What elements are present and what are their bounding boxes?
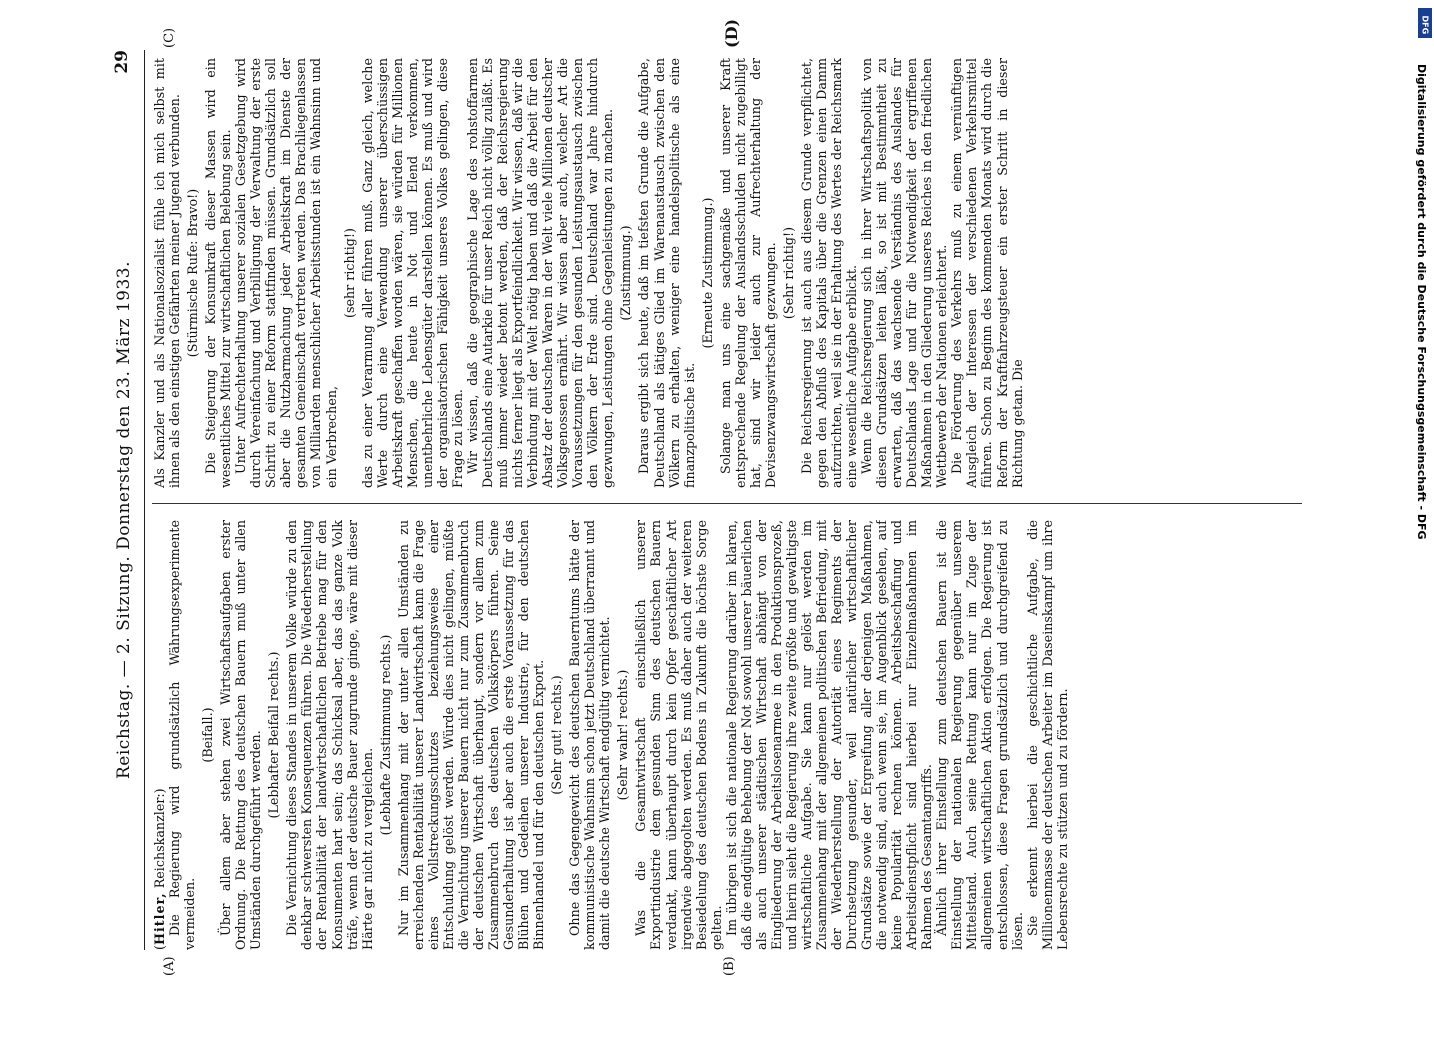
paragraph: Was die Gesamtwirtschaft einschließlich unserer Exportindustrie dem gesunden Sinn des deutschen Bauern verdankt, kann überhaupt durch kein Opfer geschäftlicher Art irgendwie abgegolten werden. Es muß daher auch der weiteren Besiedelung des deutschen Bodens in Zukunft die höchste Sorge gelten.	[633, 520, 724, 950]
text-columns	[152, 50, 1302, 950]
right-column	[152, 58, 1302, 488]
credit-text: Digitalisierung gefördert durch die Deutsche Forschungsgemeinschaft - DFG	[1415, 64, 1428, 540]
reaction: (Sehr richtig!)	[780, 226, 796, 320]
paragraph: Wir wissen, daß die geographische Lage des rohstoffarmen Deutschlands eine Autarkie für unser Reich nicht völlig zuläßt. Es muß immer wieder betont werden, daß der Reichsregierung nichts ferner liegt als Exportfeindlichkeit. Wir wissen, daß wir die Verbindung mit der Welt nötig haben und daß die Arbeit für den Absatz der deutschen Waren in der Welt viele Millionen deutscher Volksgenossen ernährt. Wir wissen aber auch, welcher Art die Voraussetzungen für den gesunden Leistungsaustausch zwischen den Völkern der Erde sind. Deutschland war Jahre hindurch gezwungen, Leistungen ohne Gegenleistungen zu machen.	[464, 58, 616, 488]
paragraph: Über allem aber stehen zwei Wirtschaftsaufgaben erster Ordnung. Die Rettung des deutschen Bauern muß unter allen Umständen durchgeführt werden.	[218, 520, 264, 950]
paragraph: Ähnlich ihrer Einstellung zum deutschen Bauern ist die Einstellung der nationalen Regierung gegenüber unserem Mittelstand. Auch seine Rettung kann nur im Zuge der allgemeinen wirtschaftlichen Aktion erfolgen. Die Regierung ist entschlossen, diese Fragen grundsätzlich und durchgreifend zu lösen.	[934, 520, 1025, 950]
speaker-role: Reichskanzler:)	[152, 788, 167, 889]
paragraph: Im übrigen ist sich die nationale Regierung darüber im klaren, daß die endgültige Behebung der Not sowohl unserer bäuerlichen als auch unserer städtischen Wirtschaft abhängt von der Eingliederung der Arbeitslosenarmee in den Produktionsprozeß, und hierin sieht die Regierung ihre zweite größte und gewaltigste wirtschaftliche Aufgabe. Sie kann nur gelöst werden im Zusammenhang mit der allgemeinen politischen Befriedung, mit der Wiederherstellung der Autorität eines Regiments der Durchsetzung gesunder, weil natürlicher wirtschaftlicher Grundsätze sowie der Ergreifung aller derjenigen Maßnahmen, die notwendig sind, auch wenn sie, im Augenblick gesehen, auf keine Popularität rechnen können. Arbeitsbeschaffung und Arbeitsdienstpflicht sind hierbei nur Einzelmaßnahmen im Rahmen des Gesamtangriffs.	[723, 520, 935, 950]
digitization-credit	[1410, 0, 1434, 1000]
speaker-name: Hitler,	[152, 892, 167, 946]
paragraph: Ohne das Gegengewicht des deutschen Bauerntums hätte der kommunistische Wahnsinn schon jetzt Deutschland überrannt und damit die deutsche Wirtschaft endgültig vernichtet.	[567, 520, 613, 950]
page-header	[110, 50, 140, 950]
reaction: (sehr richtig!)	[341, 228, 357, 318]
reaction: (Sehr gut! rechts.)	[549, 675, 565, 795]
paragraph: Sie erkennt hierbei die geschichtliche Aufgabe, die Millionenmasse der deutschen Arbeiter im Daseinskampf um ihre Lebensrechte zu stützen und zu fördern.	[1024, 520, 1070, 950]
left-column	[152, 520, 1302, 950]
reaction: (Erneute Zustimmung.)	[699, 197, 715, 349]
paragraph: Als Kanzler und als Nationalsozialist fühle ich mich selbst mit ihnen als den einstigen Gefährten meiner Jugend verbunden.	[152, 58, 183, 488]
column-divider	[152, 503, 1302, 504]
reaction: (Zustimmung.)	[618, 225, 634, 321]
paragraph: Solange man uns eine sachgemäße und unserer Kraft entsprechende Regelung der Auslandsschulden nicht zugebilligt hat, sind wir leider auch zur Aufrechterhaltung der Devisenzwangswirtschaft gezwungen.	[717, 58, 778, 488]
paragraph: Die Regierung wird grundsätzlich Währungsexperimente vermeiden.	[167, 520, 198, 950]
reaction: (Stürmische Rufe: Bravo!)	[185, 188, 201, 358]
header-rule	[144, 50, 145, 950]
dfg-logo-text: DFG	[1420, 15, 1430, 35]
paragraph: Die Steigerung der Konsumkraft dieser Massen wird ein wesentliches Mittel zur wirtschaftlichen Belebung sein.	[203, 58, 234, 488]
header-title: Reichstag. — 2. Sitzung. Donnerstag den 23. März 1933.	[114, 261, 134, 779]
paragraph: Nur im Zusammenhang mit der unter allen Umständen zu erreichenden Rentabilität unserer Landwirtschaft kann die Frage eines Vollstreckungsschutzes beziehungsweise einer Entschuldung gelöst werden. Würde dies nicht gelingen, müßte die Vernichtung unserer Bauern nicht nur zum Zusammenbruch der deutschen Wirtschaft überhaupt, sondern vor allem zum Zusammenbruch des deutschen Volkskörpers führen. Seine Gesunderhaltung ist aber auch die erste Voraussetzung für das Blühen und Gedeihen unserer Industrie, für den deutschen Binnenhandel und für den deutschen Export.	[395, 520, 547, 950]
margin-marker-a: (A)	[162, 956, 177, 976]
paragraph: Die Reichsregierung ist auch aus diesem Grunde verpflichtet, gegen den Abfluß des Kapitals über die Grenzen einen Damm aufzurichten, weil sie in der Erhaltung des Wertes der Reichsmark eine wesentliche Aufgabe erblickt.	[798, 58, 860, 488]
paragraph: Die Vernichtung dieses Standes in unserem Volke würde zu den denkbar schwersten Konsequenzen führen. Die Wiederherstellung der Rentabilität der landwirtschaftlichen Betriebe mag für den Konsumenten hart sein; das Schicksal aber, das das ganze Volk träfe, wenn der deutsche Bauer zugrunde ginge, wäre mit dieser Härte gar nicht zu vergleichen.	[284, 520, 375, 950]
paragraph: Daraus ergibt sich heute, daß im tiefsten Grunde die Aufgabe, Deutschland als tätiges Glied im Warenaustausch zwischen den Völkern zu erhalten, weniger eine handelspolitische als eine finanzpolitische ist.	[636, 58, 697, 488]
rotated-page	[110, 18, 1310, 976]
margin-marker-b: (B)	[722, 956, 737, 976]
paragraph: Die Förderung des Verkehrs muß zu einem vernünftigen Ausgleich der Interessen der verschiedenen Verkehrsmittel führen. Schon zu Beginn des kommenden Monats wird durch die Reform der Kraftfahrzeugsteuer ein erster Schritt in dieser Richtung getan. Die	[949, 58, 1025, 488]
margin-marker-d: (D)	[722, 18, 741, 48]
paragraph: Wenn die Reichsregierung sich in ihrer Wirtschaftspolitik von diesen Grundsätzen leiten läßt, so ist mit Bestimmtheit zu erwarten, daß das wachsende Verständnis des Auslandes für Deutschlands Lage und für die Notwendigkeit der ergriffenen Maßnahmen in den Gliederung unseres Reiches in den friedlichen Wettbewerb der Nationen erleichtert.	[859, 58, 950, 488]
paragraph: das zu einer Verarmung aller führen muß. Ganz gleich, welche Werte durch eine Verwendung unserer überschüssigen Arbeitskraft geschaffen worden wären, sie würden für Millionen Menschen, die heute in Not und Elend verkommen, unentbehrliche Lebensgüter darstellen können. Es muß und wird der organisatorischen Fähigkeit unseres Volkes gelingen, diese Frage zu lösen.	[359, 58, 465, 488]
reaction: (Beifall.)	[200, 707, 216, 763]
paragraph: Unter Aufrechterhaltung unserer sozialen Gesetzgebung wird durch Vereinfachung und Verbilligung der Verwaltung der erste Schritt zu einer Reform stattfinden müssen. Grundsätzlich soll aber die Nutzbarmachung jeder Arbeitskraft im Dienste der gesamten Gemeinschaft vertreten werden. Das Brachliegenlassen von Milliarden menschlicher Arbeitsstunden ist ein Wahnsinn und ein Verbrechen,	[233, 58, 339, 488]
page-number: 29	[112, 50, 132, 74]
reaction: (Sehr wahr! rechts.)	[615, 669, 631, 801]
speaker-line: (Hitler, Reichskanzler:)	[152, 788, 167, 950]
reaction: (Lebhafte Zustimmung rechts.)	[377, 634, 393, 836]
reaction: (Lebhafter Beifall rechts.)	[266, 651, 282, 819]
margin-marker-c: (C)	[162, 27, 177, 48]
